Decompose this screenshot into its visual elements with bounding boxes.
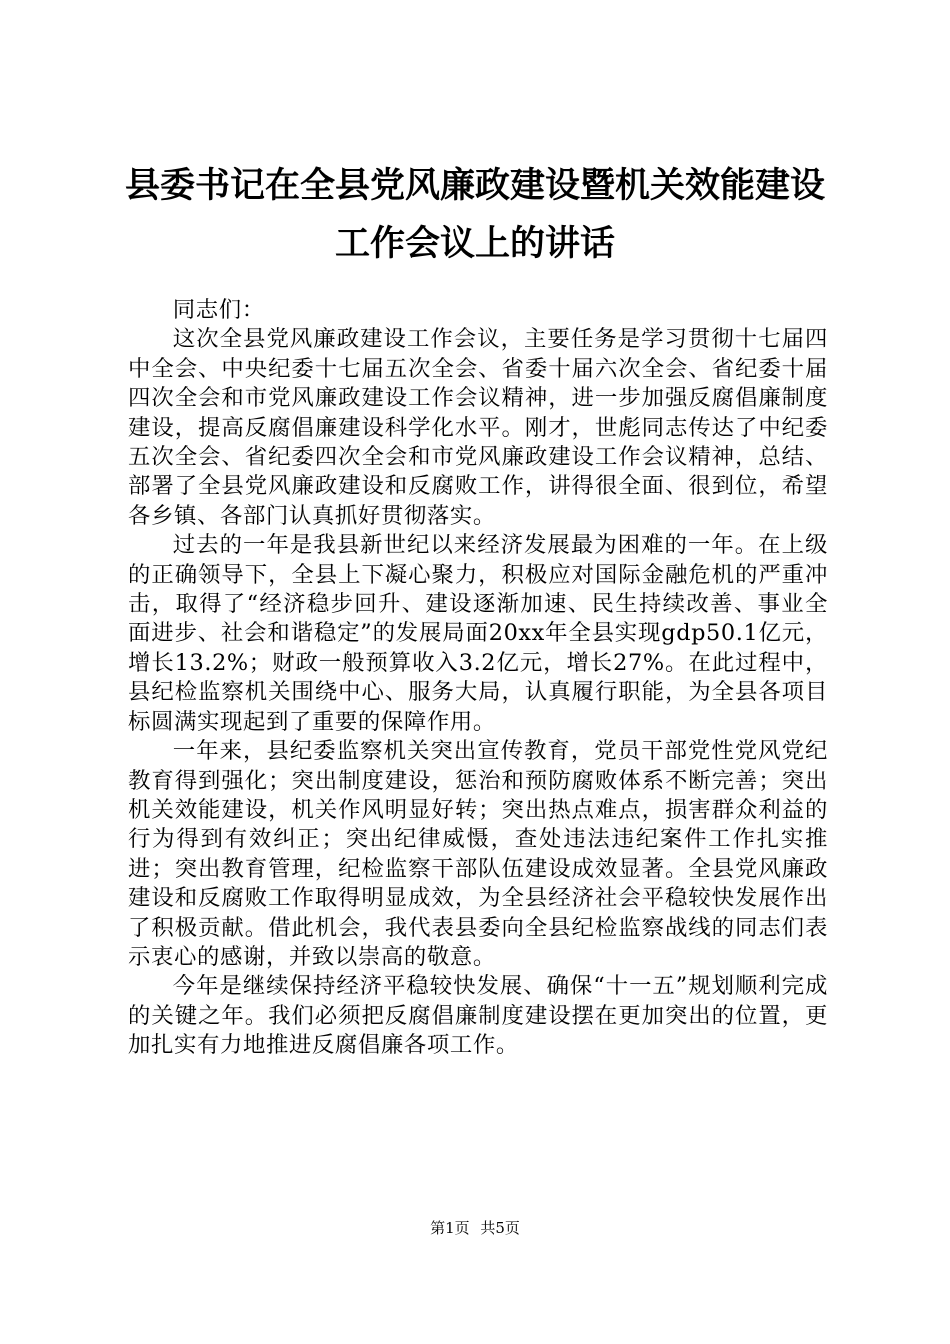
page-footer bbox=[0, 1218, 950, 1238]
document-title-line-1: 县委书记在全县党风廉政建设暨机关效能建设 bbox=[124, 165, 825, 206]
paragraph-1: 这次全县党风廉政建设工作会议，主要任务是学习贯彻十七届四中全会、中央纪委十七届五次全会、省委十届六次全会、省纪委十届四次全会和市党风廉政建设工作会议精神，进一步加强反腐倡廉制度建设，提高反腐倡廉建设科学化水平。刚才，世彪同志传达了中纪委五次全会、省纪委四次全会和市党风廉政建设工作会议精神，总结、部署了全县党风廉政建设和反腐败工作，讲得很全面、很到位，希望各乡镇、各部门认真抓好贯彻落实。 bbox=[128, 326, 828, 529]
paragraph-3: 一年来，县纪委监察机关突出宣传教育，党员干部党性党风党纪教育得到强化；突出制度建设，惩治和预防腐败体系不断完善；突出机关效能建设，机关作风明显好转；突出热点难点，损害群众利益的行为得到有效纠正；突出纪律威慑，查处违法违纪案件工作扎实推进；突出教育管理，纪检监察干部队伍建设成效显著。全县党风廉政建设和反腐败工作取得明显成效，为全县经济社会平稳较快发展作出了积极贡献。借此机会，我代表县委向全县纪检监察战线的同志们表示衷心的感谢，并致以崇高的敬意。 bbox=[128, 738, 828, 970]
document-title-line-2: 工作会议上的讲话 bbox=[334, 223, 615, 264]
paragraph-2: 过去的一年是我县新世纪以来经济发展最为困难的一年。在上级的正确领导下，全县上下凝心聚力，积极应对国际金融危机的严重冲击，取得了“经济稳步回升、建设逐渐加速、民生持续改善、事业全面进步、社会和谐稳定”的发展局面20xx年全县实现gdp50.1亿元，增长13.2%；财政一般预算收入3.2亿元，增长27%。在此过程中，县纪检监察机关围绕中心、服务大局，认真履行职能，为全县各项目标圆满实现起到了重要的保障作用。 bbox=[128, 532, 828, 735]
paragraph-4: 今年是继续保持经济平稳较快发展、确保“十一五”规划顺利完成的关键之年。我们必须把反腐倡廉制度建设摆在更加突出的位置，更加扎实有力地推进反腐倡廉各项工作。 bbox=[128, 973, 828, 1059]
page-total: 共5页 bbox=[480, 1219, 520, 1237]
document-body bbox=[128, 296, 828, 1061]
page-number: 第1页 bbox=[430, 1219, 470, 1237]
salutation: 同志们： bbox=[172, 297, 265, 323]
